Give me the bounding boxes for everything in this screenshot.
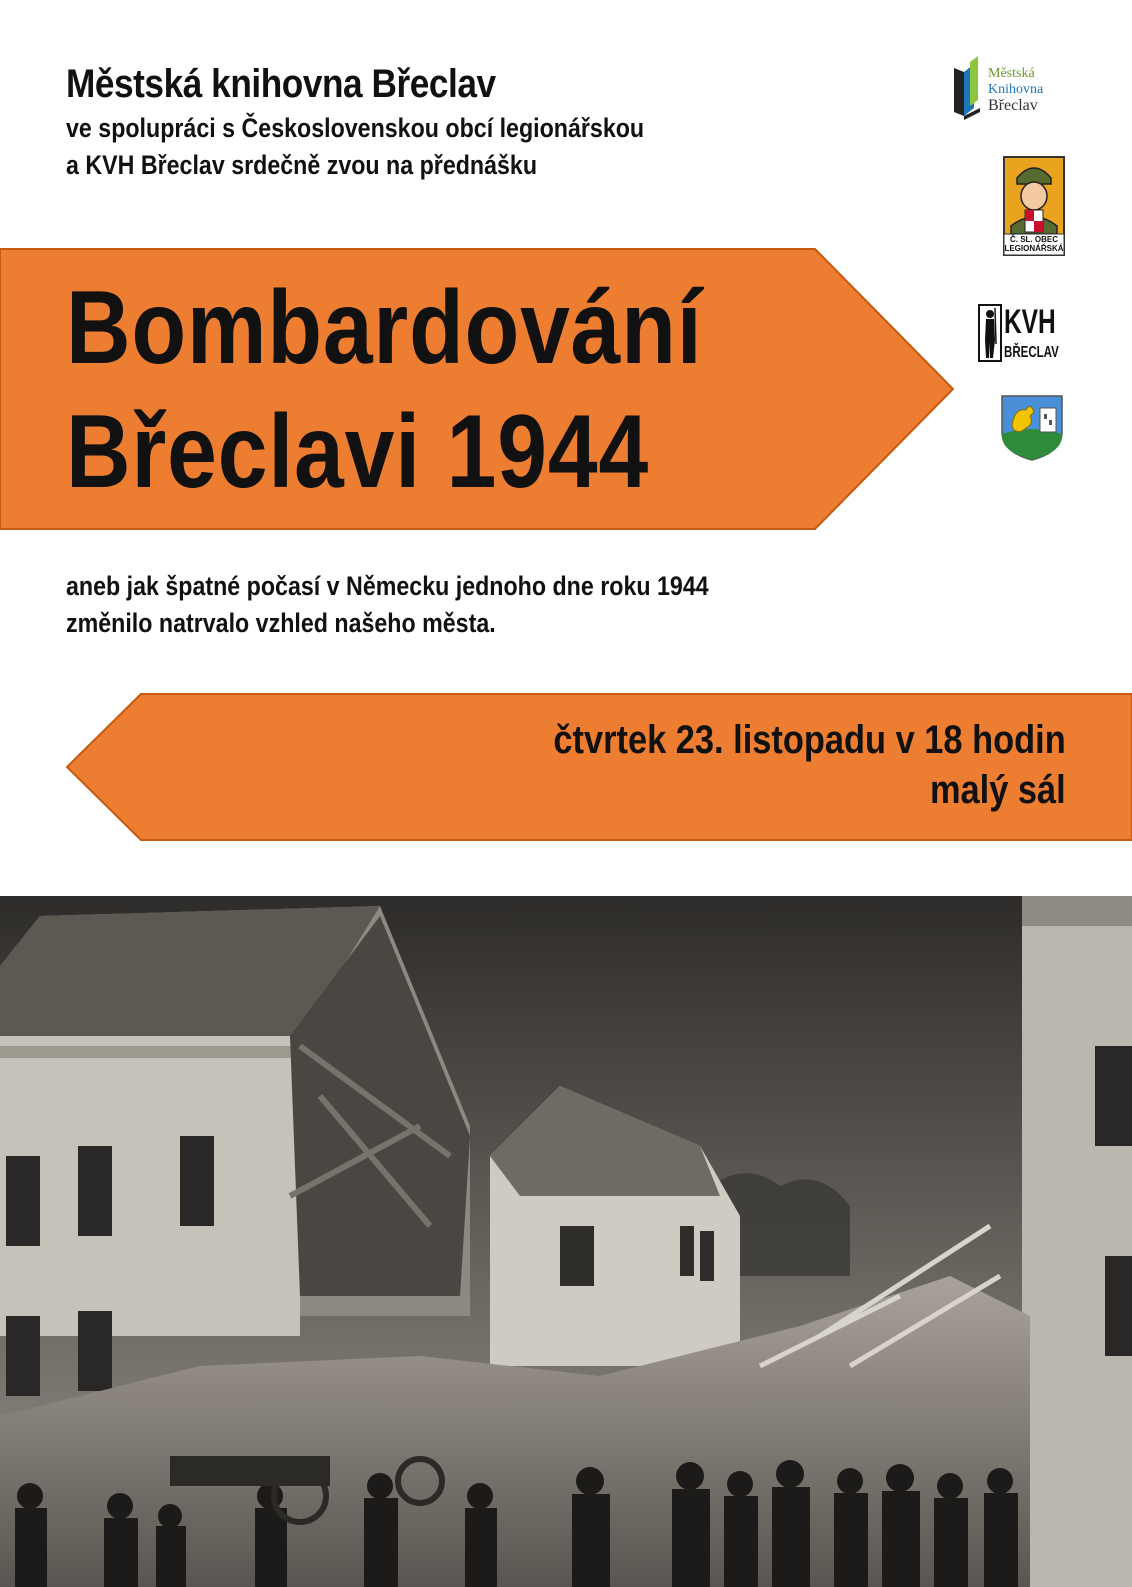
- soldier-silhouette-icon: [978, 304, 1002, 362]
- header: [66, 58, 738, 184]
- legion-logo-line2: LEGIONÁŘSKÁ: [1004, 244, 1064, 253]
- subtitle-line-1: aneb jak špatné počasí v Německu jednoho dne roku 1944: [66, 571, 709, 601]
- library-logo: [950, 56, 1062, 122]
- city-coat-of-arms: [1000, 394, 1064, 462]
- kvh-logo: [978, 302, 1068, 364]
- intro-line-1: ve spolupráci s Československou obcí legionářskou: [66, 113, 645, 143]
- library-logo-word3: Břeclav: [988, 97, 1038, 114]
- title-banner: [0, 248, 955, 530]
- lecture-title: [66, 266, 702, 514]
- event-info: [470, 715, 1066, 815]
- event-datetime: čtvrtek 23. listopadu v 18 hodin: [553, 718, 1066, 762]
- library-logo-word1: Městská: [988, 66, 1035, 81]
- historic-bombing-photo-icon: [0, 896, 1132, 1587]
- kvh-logo-letters: KVH: [1004, 303, 1056, 341]
- subtitle: [66, 568, 813, 642]
- library-logo-word2: Knihovna: [988, 82, 1044, 97]
- historic-photo: [0, 896, 1132, 1587]
- organization-name: Městská knihovna Břeclav: [66, 62, 496, 106]
- event-info-banner: [66, 693, 1132, 841]
- legion-logo: [1003, 156, 1065, 256]
- coat-of-arms-icon: [1000, 394, 1064, 462]
- intro-line-2: a KVH Břeclav srdečně zvou na přednášku: [66, 150, 538, 180]
- kvh-logo-city: BŘECLAV: [1004, 344, 1059, 361]
- lecture-title-line1: Bombardování: [66, 270, 703, 386]
- lecture-title-line2: Břeclavi 1944: [66, 394, 650, 510]
- event-place: malý sál: [930, 768, 1066, 812]
- subtitle-line-2: změnilo natrvalo vzhled našeho města.: [66, 608, 496, 638]
- legion-logo-line1: Č. SL. OBEC: [1009, 235, 1058, 244]
